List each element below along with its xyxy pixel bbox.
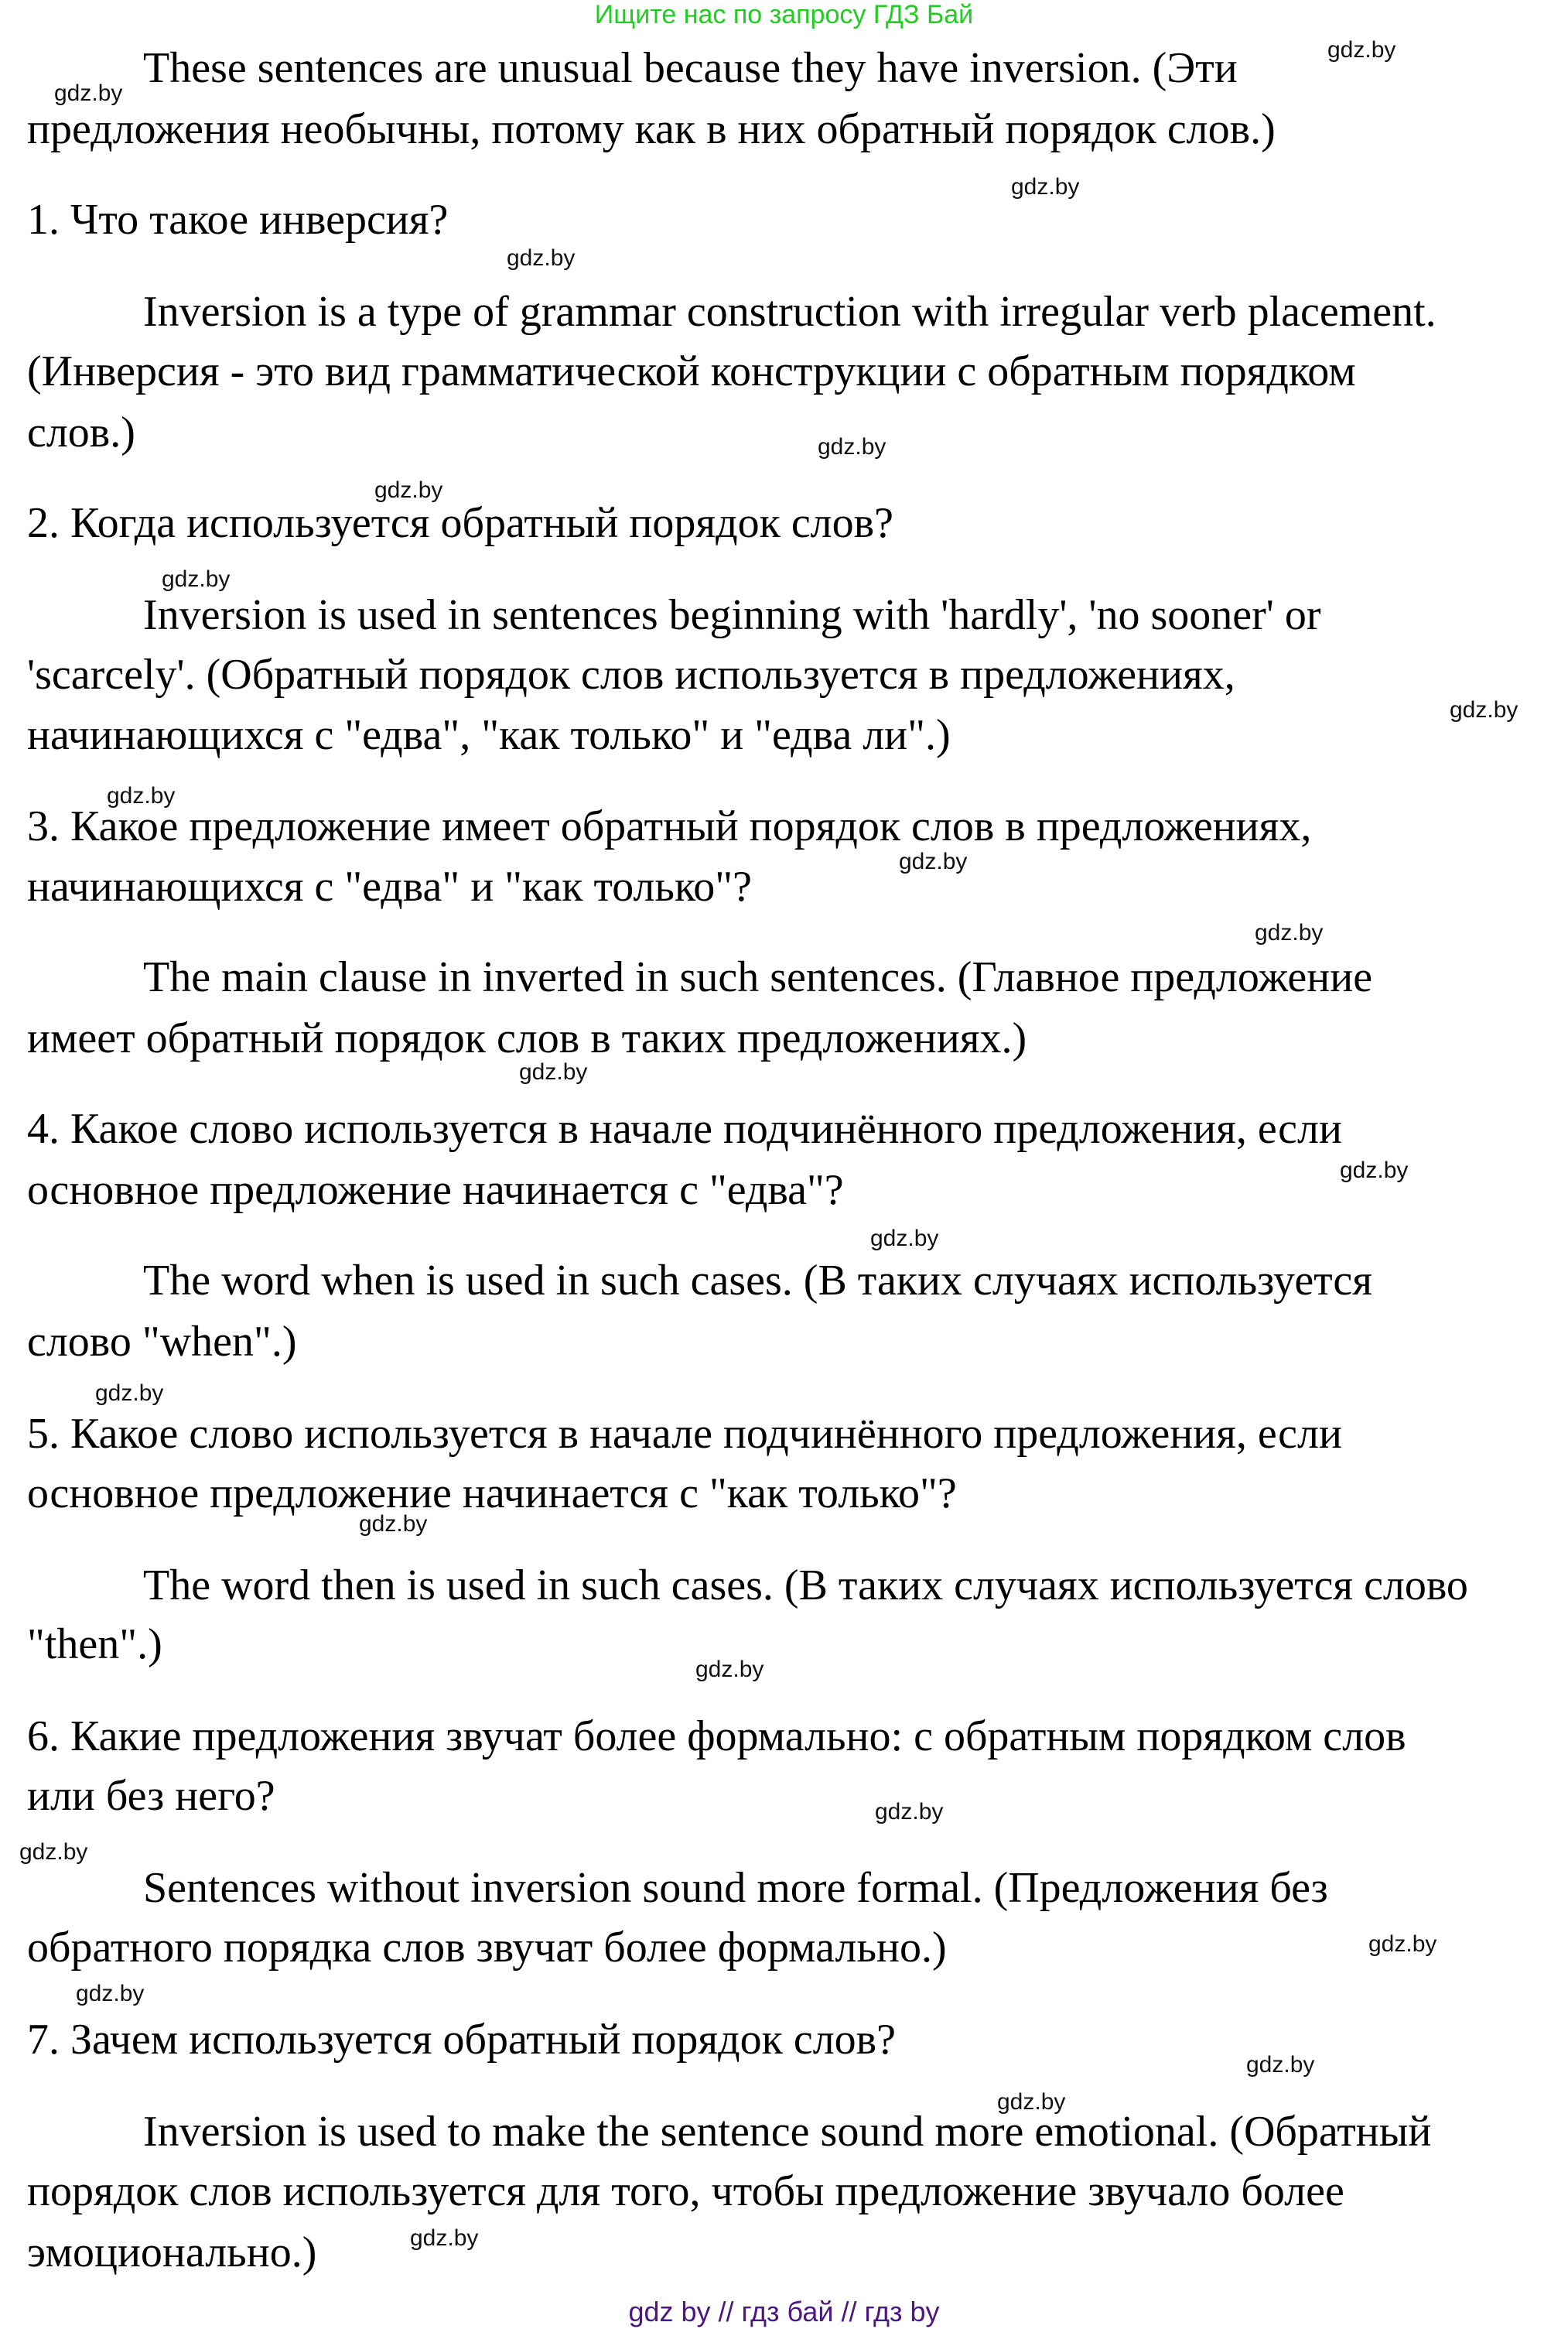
text-line: 6. Какие предложения звучат более формально: с обратным порядком слов bbox=[27, 1712, 1406, 1760]
text-line: 7. Зачем используется обратный порядок слов? bbox=[27, 2016, 896, 2064]
watermark: gdz.by bbox=[1011, 174, 1080, 200]
watermark: gdz.by bbox=[1246, 2052, 1315, 2078]
text-line: 4. Какое слово используется в начале подчинённого предложения, если bbox=[27, 1105, 1342, 1153]
watermark: gdz.by bbox=[162, 566, 231, 592]
watermark: gdz.by bbox=[870, 1226, 939, 1251]
search-banner: Ищите нас по запросу ГДЗ Бай bbox=[594, 0, 974, 29]
text-line: Sentences without inversion sound more formal. (Предложения без bbox=[143, 1864, 1328, 1912]
text-line: These sentences are unusual because they have inversion. (Эти bbox=[143, 44, 1238, 92]
watermark: gdz.by bbox=[899, 849, 968, 874]
text-line: основное предложение начинается с "как только"? bbox=[27, 1469, 957, 1517]
text-line: 1. Что такое инверсия? bbox=[27, 196, 449, 244]
text-line: Inversion is a type of grammar construction with irregular verb placement. bbox=[143, 288, 1436, 336]
text-line: эмоционально.) bbox=[27, 2228, 317, 2276]
watermark: gdz.by bbox=[374, 477, 443, 503]
watermark: gdz.by bbox=[54, 80, 123, 106]
text-line: 3. Какое предложение имеет обратный порядок слов в предложениях, bbox=[27, 802, 1312, 850]
text-line: The word then is used in such cases. (В таких случаях используется слово bbox=[143, 1561, 1468, 1609]
text-line: 5. Какое слово используется в начале подчинённого предложения, если bbox=[27, 1410, 1342, 1458]
text-line: начинающихся с "едва", "как только" и "едва ли".) bbox=[27, 711, 951, 759]
watermark: gdz.by bbox=[410, 2225, 479, 2251]
watermark: gdz.by bbox=[1255, 920, 1324, 946]
footer-links[interactable]: gdz by // гдз бай // гдз by bbox=[628, 2296, 940, 2327]
text-line: или без него? bbox=[27, 1772, 275, 1820]
text-line: обратного порядка слов звучат более формально.) bbox=[27, 1924, 947, 1972]
text-line: порядок слов используется для того, чтобы предложение звучало более bbox=[27, 2167, 1344, 2215]
text-line: Inversion is used in sentences beginning with 'hardly', 'no sooner' or bbox=[143, 591, 1321, 639]
text-line: The word when is used in such cases. (В таких случаях используется bbox=[143, 1257, 1372, 1305]
watermark: gdz.by bbox=[519, 1059, 588, 1085]
watermark: gdz.by bbox=[76, 1981, 145, 2006]
text-line: имеет обратный порядок слов в таких предложениях.) bbox=[27, 1014, 1027, 1062]
watermark: gdz.by bbox=[1450, 697, 1518, 723]
text-line: Inversion is used to make the sentence sound more emotional. (Обратный bbox=[143, 2108, 1432, 2156]
watermark: gdz.by bbox=[997, 2089, 1066, 2115]
watermark: gdz.by bbox=[507, 245, 576, 271]
watermark: gdz.by bbox=[695, 1657, 764, 1682]
text-line: предложения необычны, потому как в них обратный порядок слов.) bbox=[27, 105, 1276, 153]
watermark: gdz.by bbox=[107, 783, 176, 809]
text-line: The main clause in inverted in such sentences. (Главное предложение bbox=[143, 953, 1373, 1001]
watermark: gdz.by bbox=[875, 1799, 944, 1825]
watermark: gdz.by bbox=[1340, 1158, 1409, 1183]
watermark: gdz.by bbox=[818, 434, 886, 460]
watermark: gdz.by bbox=[359, 1511, 428, 1537]
watermark: gdz.by bbox=[19, 1839, 88, 1865]
text-line: 'scarcely'. (Обратный порядок слов используется в предложениях, bbox=[27, 651, 1235, 699]
watermark: gdz.by bbox=[1327, 37, 1396, 63]
text-line: основное предложение начинается с "едва"? bbox=[27, 1166, 844, 1214]
watermark: gdz.by bbox=[1368, 1931, 1437, 1957]
text-line: слово "when".) bbox=[27, 1318, 297, 1366]
text-line: (Инверсия - это вид грамматической конструкции с обратным порядком bbox=[27, 347, 1356, 395]
text-line: 2. Когда используется обратный порядок слов? bbox=[27, 499, 893, 547]
text-line: "then".) bbox=[27, 1620, 162, 1668]
text-line: слов.) bbox=[27, 409, 135, 457]
text-line: начинающихся с "едва" и "как только"? bbox=[27, 863, 753, 911]
watermark: gdz.by bbox=[95, 1380, 164, 1406]
